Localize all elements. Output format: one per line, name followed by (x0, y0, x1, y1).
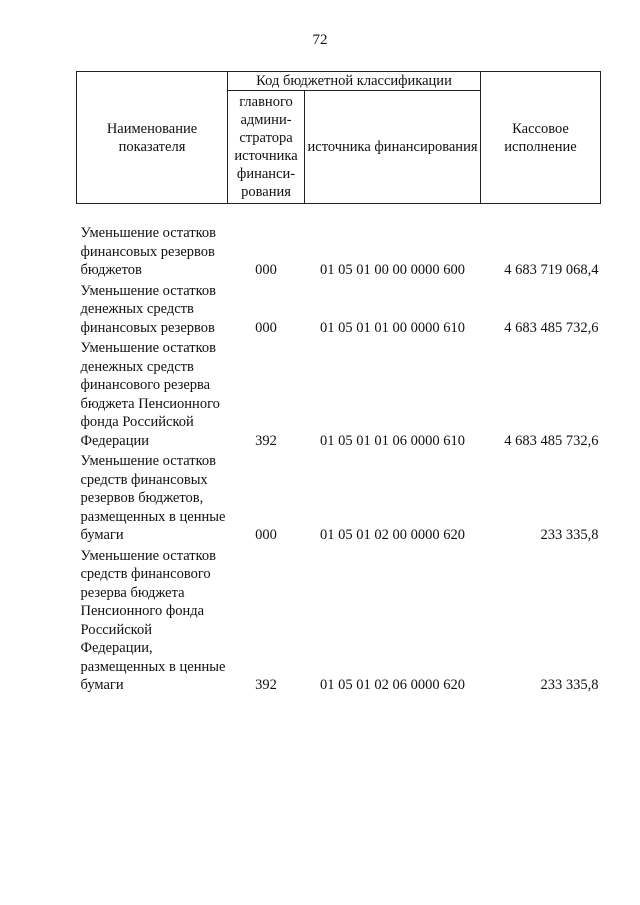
table-row (77, 204, 601, 282)
table-row (77, 282, 601, 340)
header-amount: Кассовое исполнение (481, 72, 601, 204)
table-body (77, 204, 601, 697)
row-source-code: 01 05 01 01 00 0000 610 (320, 319, 465, 336)
row-amount: 4 683 485 732,6 (504, 432, 599, 449)
row-name: Уменьшение остатков средств финансовых резервов бюджетов, размещенных в ценные бумаги (80, 453, 226, 543)
table-row (77, 547, 601, 697)
row-admin-code: 000 (255, 527, 277, 543)
row-name: Уменьшение остатков средств финансового резерва бюджета Пенсионного фонда Российской Федерации, размещенных в ценные бумаги (80, 547, 226, 693)
budget-table (76, 71, 601, 697)
header-indicator-name: Наименование показателя (77, 72, 228, 204)
row-admin-code: 392 (255, 677, 277, 693)
row-amount: 233 335,8 (540, 677, 599, 693)
row-source-code: 01 05 01 02 06 0000 620 (320, 677, 465, 693)
row-amount: 4 683 485 732,6 (504, 319, 599, 336)
row-source-code: 01 05 01 01 06 0000 610 (320, 432, 465, 449)
row-admin-code: 392 (255, 432, 277, 449)
row-name: Уменьшение остатков денежных средств финансового резерва бюджета Пенсионного фонда Российской Федерации (80, 340, 220, 449)
row-name: Уменьшение остатков денежных средств финансовых резервов (80, 282, 217, 336)
row-admin-code: 000 (255, 262, 277, 278)
row-amount: 4 683 719 068,4 (504, 262, 599, 278)
row-name: Уменьшение остатков финансовых резервов бюджетов (80, 225, 217, 278)
row-source-code: 01 05 01 00 00 0000 600 (320, 262, 465, 278)
header-source-code: источника финансирования (305, 91, 481, 204)
row-source-code: 01 05 01 02 00 0000 620 (320, 527, 465, 543)
table-row (77, 339, 601, 452)
header-admin-code: главного админи-стратора источника финанси-рования (228, 91, 305, 204)
row-admin-code: 000 (255, 319, 277, 336)
table-header (77, 72, 601, 204)
page-number: 72 (312, 32, 328, 48)
row-amount: 233 335,8 (540, 527, 599, 543)
table-row (77, 452, 601, 547)
header-code-group: Код бюджетной классификации (228, 72, 481, 91)
